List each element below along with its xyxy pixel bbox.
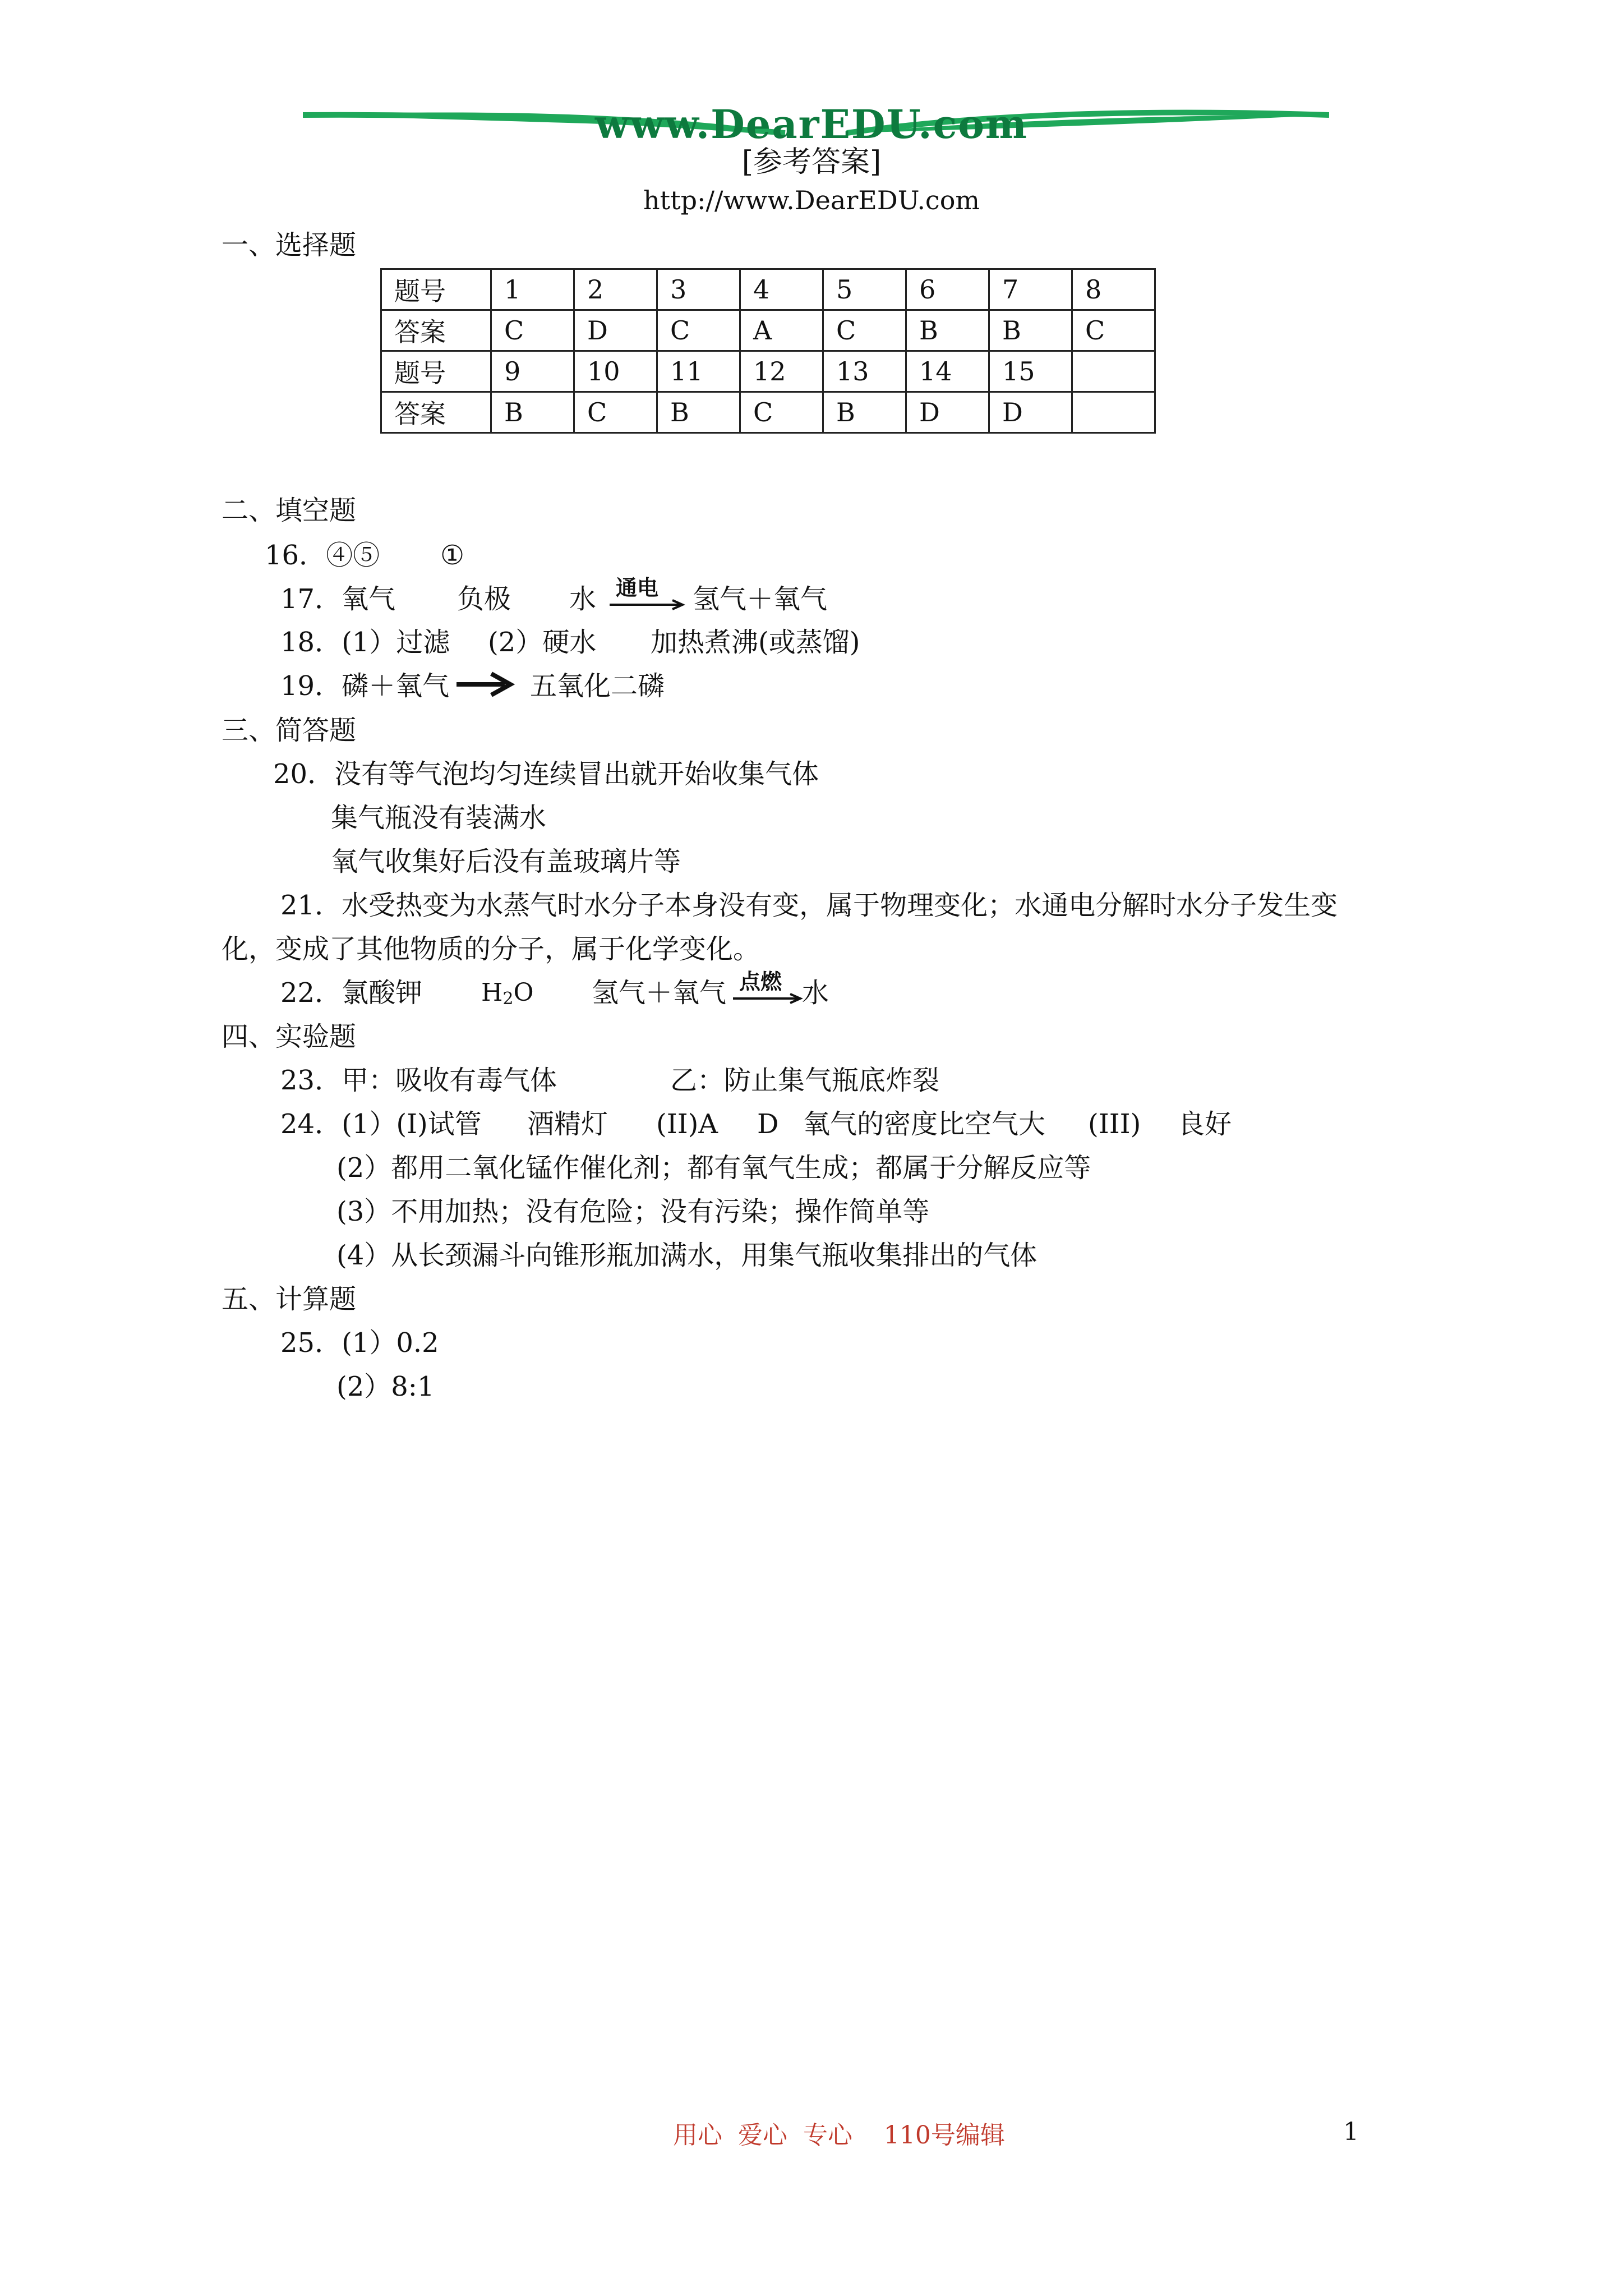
table-cell: 4 xyxy=(740,269,823,310)
table-cell: B xyxy=(906,310,989,351)
table-row xyxy=(381,310,1155,351)
table-cell: B xyxy=(657,392,740,433)
answer-21-line1: 21．水受热变为水蒸气时水分子本身没有变，属于物理变化；水通电分解时水分子发生变 xyxy=(280,890,1338,921)
table-cell: 3 xyxy=(657,269,740,310)
site-brand-logo: www.DearEDU.com xyxy=(594,101,1028,148)
arrow-right-icon xyxy=(608,599,687,610)
formula-subscript: 2 xyxy=(502,989,514,1009)
table-cell: 8 xyxy=(1072,269,1155,310)
answer-23-part1: 23．甲：吸收有毒气体 xyxy=(280,1065,557,1096)
table-cell: C xyxy=(740,392,823,433)
answer-24-4: (4）从长颈漏斗向锥形瓶加满水，用集气瓶收集排出的气体 xyxy=(336,1240,1038,1271)
answer-16-part1: 16．④⑤ xyxy=(265,540,380,571)
table-cell: 14 xyxy=(906,351,989,392)
formula-o: O xyxy=(513,978,534,1007)
answer-21-line2: 化，变成了其他物质的分子，属于化学变化。 xyxy=(222,933,760,965)
section-heading-fill: 二、填空题 xyxy=(222,495,357,526)
table-cell: C xyxy=(657,310,740,351)
answer-table xyxy=(380,268,1156,434)
table-cell: 题号 xyxy=(381,269,491,310)
answer-20-line1: 20．没有等气泡均匀连续冒出就开始收集气体 xyxy=(273,758,819,790)
table-cell: 答案 xyxy=(381,310,491,351)
arrow-condition-electrolysis: 通电 xyxy=(616,575,659,600)
answer-17-part2: 负极 xyxy=(457,583,511,615)
table-cell: 2 xyxy=(574,269,657,310)
page-footer: 用心 爱心 专心 110号编辑 xyxy=(673,2121,1005,2150)
site-url: http://www.DearEDU.com xyxy=(643,185,980,215)
table-cell: 1 xyxy=(491,269,574,310)
answer-24-2: (2）都用二氧化锰作催化剂；都有氧气生成；都属于分解反应等 xyxy=(336,1152,1091,1184)
section-heading-short: 三、简答题 xyxy=(222,715,357,746)
page-number: 1 xyxy=(1343,2118,1359,2146)
answer-24-1-part5: 氧气的密度比空气大 xyxy=(803,1108,1046,1140)
table-cell: 6 xyxy=(906,269,989,310)
arrow-condition-ignite: 点燃 xyxy=(739,969,782,994)
table-cell: 12 xyxy=(740,351,823,392)
table-row xyxy=(381,392,1155,433)
answer-22-part4: 水 xyxy=(802,977,829,1009)
table-cell: B xyxy=(989,310,1072,351)
table-cell: 11 xyxy=(657,351,740,392)
answer-24-1-part2: 酒精灯 xyxy=(527,1108,608,1140)
answer-18-part3: 加热煮沸(或蒸馏) xyxy=(651,627,860,658)
table-cell: 9 xyxy=(491,351,574,392)
table-cell: 5 xyxy=(823,269,906,310)
table-cell: C xyxy=(574,392,657,433)
table-cell: 13 xyxy=(823,351,906,392)
answer-22-part3: 氢气＋氧气 xyxy=(592,977,727,1009)
answer-25-2: (2）8:1 xyxy=(336,1371,435,1402)
answer-22-formula xyxy=(481,976,534,1016)
answer-17-part1: 17．氧气 xyxy=(280,583,396,615)
table-cell: D xyxy=(989,392,1072,433)
answer-17-part4: 氢气＋氧气 xyxy=(693,583,828,615)
table-cell: C xyxy=(491,310,574,351)
table-cell: C xyxy=(1072,310,1155,351)
answer-24-1-part3: (II)A xyxy=(656,1108,718,1140)
page-title: [参考答案] xyxy=(741,145,882,179)
section-heading-experiment: 四、实验题 xyxy=(222,1021,357,1052)
table-row xyxy=(381,351,1155,392)
answer-19-part2: 五氧化二磷 xyxy=(530,670,665,702)
answer-19-part1: 19．磷＋氧气 xyxy=(280,670,450,702)
answer-25-1: 25．(1）0.2 xyxy=(280,1327,439,1359)
section-heading-calculation: 五、计算题 xyxy=(222,1283,357,1315)
table-cell xyxy=(1072,351,1155,392)
table-cell: 题号 xyxy=(381,351,491,392)
answer-24-1-part6: (III) xyxy=(1088,1108,1141,1140)
table-cell: 15 xyxy=(989,351,1072,392)
answer-24-1-part7: 良好 xyxy=(1178,1108,1232,1140)
arrow-right-icon xyxy=(454,670,516,698)
table-cell: B xyxy=(823,392,906,433)
table-cell: A xyxy=(740,310,823,351)
table-row xyxy=(381,269,1155,310)
answer-22-part1: 22．氯酸钾 xyxy=(280,977,423,1009)
answer-20-line2: 集气瓶没有装满水 xyxy=(331,802,547,834)
table-cell xyxy=(1072,392,1155,433)
answer-16-part2: ① xyxy=(440,540,465,571)
table-cell: 10 xyxy=(574,351,657,392)
table-cell: 答案 xyxy=(381,392,491,433)
table-cell: D xyxy=(574,310,657,351)
table-cell: D xyxy=(906,392,989,433)
answer-24-1-part4: D xyxy=(757,1108,779,1140)
answer-24-1-part1: 24．(1）(I)试管 xyxy=(280,1108,482,1140)
table-cell: 7 xyxy=(989,269,1072,310)
answer-18-part1: 18．(1）过滤 xyxy=(280,627,450,658)
answer-24-3: (3）不用加热；没有危险；没有污染；操作简单等 xyxy=(336,1196,930,1227)
answer-23-part2: 乙：防止集气瓶底炸裂 xyxy=(670,1065,940,1096)
section-heading-choice: 一、选择题 xyxy=(222,229,357,261)
answer-17-part3: 水 xyxy=(569,583,597,615)
answer-18-part2: (2）硬水 xyxy=(488,627,597,658)
arrow-right-icon xyxy=(732,993,805,1004)
answer-20-line3: 氧气收集好后没有盖玻璃片等 xyxy=(331,846,681,877)
formula-h: H xyxy=(481,978,503,1007)
table-cell: B xyxy=(491,392,574,433)
table-cell: C xyxy=(823,310,906,351)
